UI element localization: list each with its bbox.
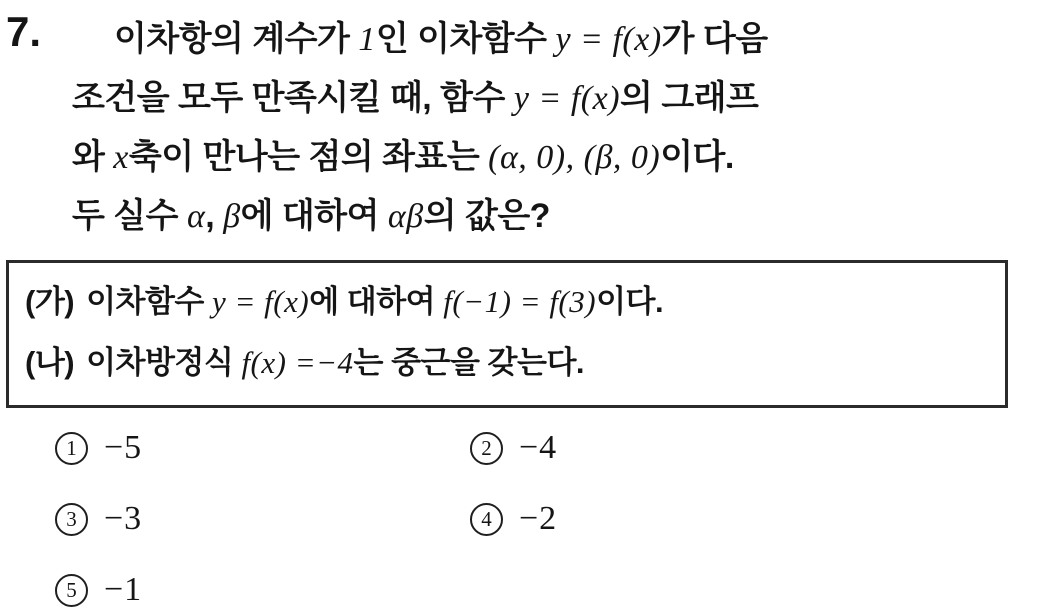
choice-5-number: 5 <box>66 577 77 602</box>
math-text: αβ <box>387 198 424 235</box>
korean-text: 는 중근을 갖는다. <box>353 345 585 380</box>
question-line-2 <box>72 69 1052 128</box>
condition-label-ga: (가) <box>25 284 75 319</box>
math-text: y = f(x) <box>513 80 621 117</box>
choice-4-marker-circle <box>470 503 503 536</box>
question-block <box>0 0 1052 246</box>
math-text: 1 <box>358 21 376 58</box>
korean-text: 이차방정식 <box>86 345 242 380</box>
math-text: α <box>186 198 206 235</box>
korean-text: 의 값은? <box>423 197 550 235</box>
math-text: β <box>223 198 241 235</box>
answer-choices <box>55 426 1052 612</box>
korean-text: 축이 만나는 점의 좌표는 <box>128 138 489 176</box>
conditions-box <box>6 260 1008 408</box>
korean-text: 에 대하여 <box>309 284 444 319</box>
korean-text: 두 실수 <box>72 197 187 235</box>
condition-item-na <box>25 332 995 393</box>
condition-text-ga <box>86 284 663 319</box>
choice-3-value: −3 <box>104 500 143 537</box>
choice-2-value: −4 <box>519 429 558 466</box>
question-text <box>72 8 1052 246</box>
question-line-1 <box>72 10 1052 69</box>
choice-3 <box>55 497 470 541</box>
choice-4 <box>470 497 557 541</box>
math-text: y = f(x) <box>555 21 662 58</box>
condition-label-na: (나) <box>25 345 75 380</box>
korean-text: 의 그래프 <box>620 79 759 117</box>
math-text: y = f(x) <box>212 284 310 319</box>
choice-2-marker-circle <box>470 432 503 465</box>
korean-text: 에 대하여 <box>240 197 388 235</box>
korean-text: 가 다음 <box>661 20 768 58</box>
korean-text: 조건을 모두 만족시킬 때, 함수 <box>72 79 514 117</box>
korean-text: 이다. <box>596 284 664 319</box>
question-line-3 <box>72 128 1052 187</box>
question-number: 7. <box>6 8 42 55</box>
math-text: x <box>113 139 129 176</box>
choice-3-number: 3 <box>66 506 77 531</box>
korean-text: 와 <box>72 138 114 176</box>
choice-2 <box>470 426 557 470</box>
choice-3-marker-circle <box>55 503 88 536</box>
korean-text: 이다. <box>660 138 734 176</box>
choice-1-marker-circle <box>55 432 88 465</box>
korean-text: 이차함수 <box>86 284 212 319</box>
choice-5 <box>55 568 470 612</box>
choice-4-value: −2 <box>519 500 558 537</box>
choice-2-number: 2 <box>481 435 492 460</box>
choice-1-number: 1 <box>66 435 77 460</box>
choice-1-value: −5 <box>104 429 143 466</box>
choice-1 <box>55 426 470 470</box>
question-line-4 <box>72 187 1052 246</box>
korean-text: 이차항의 계수가 <box>114 20 359 58</box>
math-text: (α, 0), (β, 0) <box>488 139 661 176</box>
choice-5-marker-circle <box>55 574 88 607</box>
condition-item-ga <box>25 271 995 332</box>
math-text: f(x) =−4 <box>241 345 354 380</box>
korean-text: 인 이차함수 <box>375 20 556 58</box>
choice-4-number: 4 <box>481 506 492 531</box>
korean-text: , <box>205 197 224 235</box>
condition-text-na <box>86 345 584 380</box>
math-text: f(−1) = f(3) <box>443 284 597 319</box>
choice-5-value: −1 <box>104 571 143 608</box>
